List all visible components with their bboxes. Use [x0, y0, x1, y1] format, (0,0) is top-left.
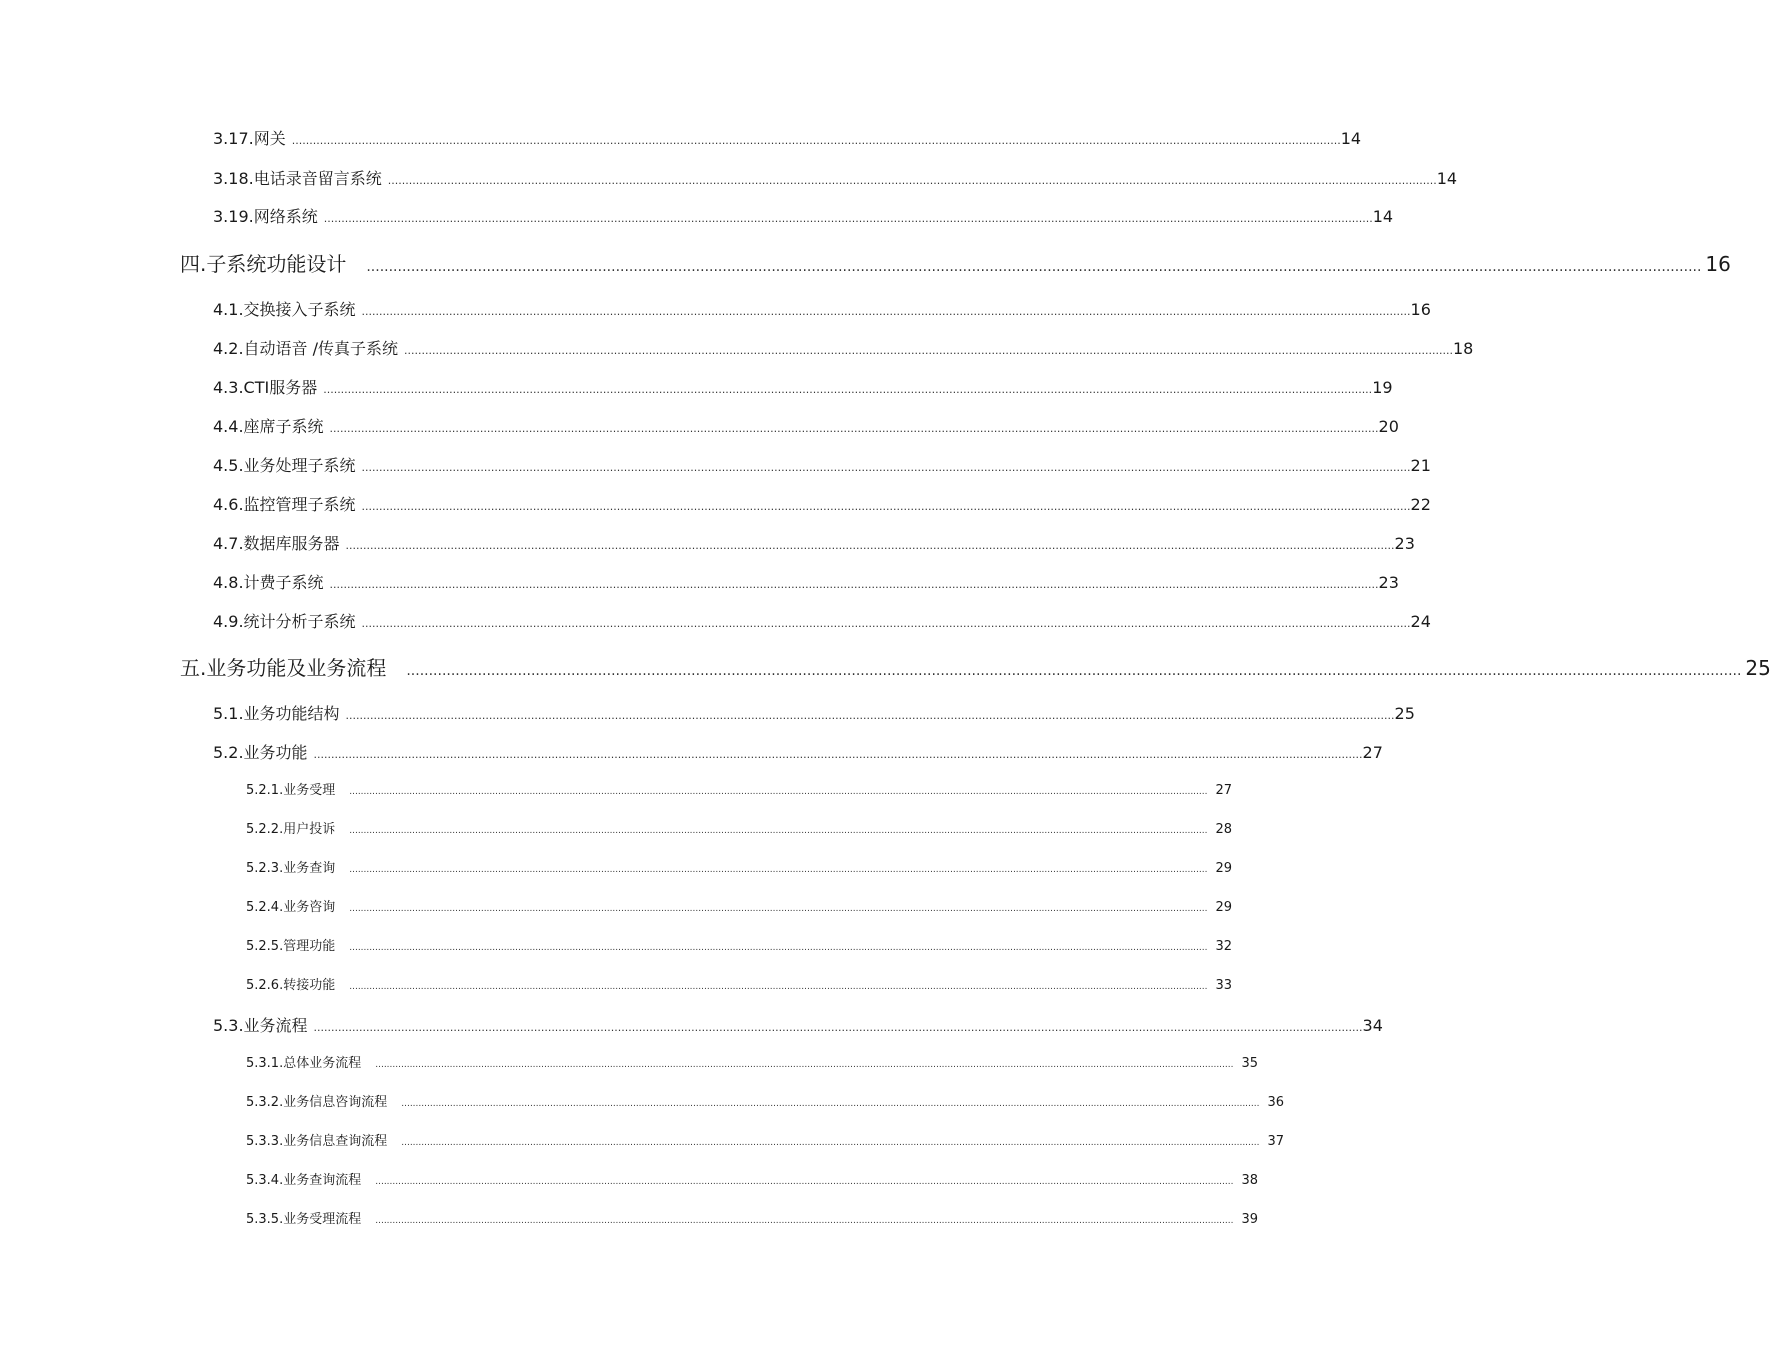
- subsection-number: 5.3.1.: [246, 1056, 284, 1071]
- page-number: 14: [1372, 207, 1394, 226]
- page-number: 28: [1215, 822, 1233, 837]
- section-number: 4.9.: [213, 612, 244, 631]
- subsection-number: 5.3.5.: [246, 1212, 284, 1227]
- dot-leader: ............................................................................................................................................................................................................................................................................................................: [349, 982, 1208, 992]
- page-number: 23: [1378, 573, 1399, 592]
- page-number: 27: [1215, 783, 1233, 798]
- section-number: 4.1.: [213, 300, 244, 319]
- toc-entry-4-3[interactable]: [213, 375, 1393, 398]
- page-number: 21: [1410, 456, 1431, 475]
- dot-leader: ............................................................................................................................................................................................................................................................................................................: [375, 1177, 1234, 1187]
- section-title: 网络系统: [253, 207, 318, 226]
- section-title: 业务处理子系统: [243, 456, 356, 475]
- section-title: 监控管理子系统: [243, 495, 356, 514]
- subsection-number: 5.2.3.: [246, 861, 284, 876]
- toc-entry-5-3-4[interactable]: [246, 1169, 1259, 1188]
- section-number: 4.2.: [213, 339, 244, 358]
- page-number: 14: [1340, 129, 1362, 148]
- chapter-number: 五.: [180, 656, 207, 680]
- page-number: 34: [1362, 1016, 1383, 1035]
- subsection-title: 业务查询流程: [283, 1173, 362, 1188]
- section-number: 5.1.: [213, 704, 244, 723]
- subsection-title: 业务受理: [283, 783, 336, 798]
- section-title: 电话录音留言系统: [253, 169, 382, 188]
- chapter-title: 子系统功能设计: [206, 252, 347, 276]
- page-number: 36: [1267, 1095, 1285, 1110]
- dot-leader: ............................................................................................................................................................................................................................................................................................................: [361, 500, 1411, 513]
- toc-entry-5-2-4[interactable]: [246, 896, 1233, 915]
- toc-entry-4-7[interactable]: [213, 531, 1415, 554]
- dot-leader: ............................................................................................................................................................................................................................................................................................................: [349, 943, 1208, 953]
- subsection-title: 用户投诉: [283, 822, 336, 837]
- toc-entry-5-2-3[interactable]: [246, 857, 1233, 876]
- subsection-title: 业务信息查询流程: [283, 1134, 388, 1149]
- page-number: 32: [1215, 939, 1233, 954]
- toc-entry-3-18[interactable]: [213, 166, 1458, 189]
- subsection-title: 转接功能: [283, 978, 336, 993]
- section-number: 5.2.: [213, 743, 244, 762]
- subsection-number: 5.2.1.: [246, 783, 284, 798]
- section-title: 网关: [253, 129, 286, 148]
- section-title: 交换接入子系统: [243, 300, 356, 319]
- toc-entry-5-3-5[interactable]: [246, 1208, 1259, 1227]
- page-number: 37: [1267, 1134, 1285, 1149]
- toc-entry-4-5[interactable]: [213, 453, 1431, 476]
- dot-leader: ............................................................................................................................................................................................................................................................................................................: [349, 904, 1208, 914]
- dot-leader: ............................................................................................................................................................................................................................................................................................................: [406, 663, 1742, 679]
- section-number: 4.3.: [213, 378, 244, 397]
- dot-leader: ............................................................................................................................................................................................................................................................................................................: [401, 1138, 1260, 1148]
- page-number: 38: [1241, 1173, 1259, 1188]
- toc-entry-5-1[interactable]: [213, 701, 1415, 724]
- dot-leader: ............................................................................................................................................................................................................................................................................................................: [375, 1060, 1234, 1070]
- dot-leader: ............................................................................................................................................................................................................................................................................................................: [349, 787, 1208, 797]
- dot-leader: ............................................................................................................................................................................................................................................................................................................: [401, 1099, 1260, 1109]
- toc-entry-3-17[interactable]: [213, 126, 1362, 149]
- section-title: 业务流程: [243, 1016, 308, 1035]
- section-title: CTI服务器: [243, 378, 318, 397]
- page-number: 25: [1394, 704, 1415, 723]
- chapter-title: 业务功能及业务流程: [206, 656, 387, 680]
- section-number: 4.4.: [213, 417, 244, 436]
- toc-entry-5-3-3[interactable]: [246, 1130, 1285, 1149]
- dot-leader: ............................................................................................................................................................................................................................................................................................................: [323, 383, 1373, 396]
- subsection-title: 总体业务流程: [283, 1056, 362, 1071]
- section-title: 数据库服务器: [243, 534, 340, 553]
- toc-entry-3-19[interactable]: [213, 204, 1394, 227]
- page-number: 19: [1372, 378, 1393, 397]
- subsection-number: 5.2.4.: [246, 900, 284, 915]
- toc-entry-4-6[interactable]: [213, 492, 1431, 515]
- dot-leader: ............................................................................................................................................................................................................................................................................................................: [345, 539, 1395, 552]
- dot-leader: ............................................................................................................................................................................................................................................................................................................: [361, 305, 1411, 318]
- toc-entry-5-2-6[interactable]: [246, 974, 1233, 993]
- page-number: 14: [1436, 169, 1458, 188]
- section-title: 统计分析子系统: [243, 612, 356, 631]
- page-number: 23: [1394, 534, 1415, 553]
- toc-entry-4-9[interactable]: [213, 609, 1431, 632]
- section-number: 3.18.: [213, 169, 254, 188]
- dot-leader: ............................................................................................................................................................................................................................................................................................................: [329, 422, 1379, 435]
- page-number: 27: [1362, 743, 1383, 762]
- section-number: 4.5.: [213, 456, 244, 475]
- section-number: 5.3.: [213, 1016, 244, 1035]
- toc-chapter-5[interactable]: [180, 652, 1771, 681]
- dot-leader: ............................................................................................................................................................................................................................................................................................................: [387, 174, 1437, 187]
- subsection-title: 业务查询: [283, 861, 336, 876]
- subsection-title: 业务受理流程: [283, 1212, 362, 1227]
- chapter-number: 四.: [180, 252, 207, 276]
- subsection-number: 5.2.2.: [246, 822, 284, 837]
- subsection-title: 管理功能: [283, 939, 336, 954]
- subsection-title: 业务信息咨询流程: [283, 1095, 388, 1110]
- dot-leader: ............................................................................................................................................................................................................................................................................................................: [345, 709, 1395, 722]
- toc-entry-4-4[interactable]: [213, 414, 1399, 437]
- toc-entry-5-2-5[interactable]: [246, 935, 1233, 954]
- section-title: 业务功能结构: [243, 704, 340, 723]
- section-number: 4.7.: [213, 534, 244, 553]
- dot-leader: ............................................................................................................................................................................................................................................................................................................: [313, 748, 1363, 761]
- subsection-number: 5.2.5.: [246, 939, 284, 954]
- subsection-number: 5.2.6.: [246, 978, 284, 993]
- page-number: 18: [1453, 339, 1474, 358]
- page-number: 29: [1215, 861, 1233, 876]
- page-number: 25: [1745, 656, 1771, 680]
- toc-entry-4-2[interactable]: [213, 336, 1474, 359]
- toc-entry-5-3-2[interactable]: [246, 1091, 1285, 1110]
- page-number: 35: [1241, 1056, 1259, 1071]
- section-title: 座席子系统: [243, 417, 324, 436]
- toc-entry-4-1[interactable]: [213, 297, 1431, 320]
- dot-leader: ............................................................................................................................................................................................................................................................................................................: [361, 461, 1411, 474]
- dot-leader: ............................................................................................................................................................................................................................................................................................................: [404, 344, 1453, 357]
- toc-entry-5-2-2[interactable]: [246, 818, 1233, 837]
- page-number: 33: [1215, 978, 1233, 993]
- subsection-number: 5.3.3.: [246, 1134, 284, 1149]
- toc-entry-4-8[interactable]: [213, 570, 1399, 593]
- page-number: 22: [1410, 495, 1431, 514]
- page-number: 20: [1378, 417, 1399, 436]
- section-title: 计费子系统: [243, 573, 324, 592]
- page-number: 29: [1215, 900, 1233, 915]
- section-number: 3.17.: [213, 129, 254, 148]
- dot-leader: ............................................................................................................................................................................................................................................................................................................: [313, 1021, 1363, 1034]
- toc-entry-5-3-1[interactable]: [246, 1052, 1259, 1071]
- dot-leader: ............................................................................................................................................................................................................................................................................................................: [323, 212, 1373, 225]
- subsection-number: 5.3.4.: [246, 1173, 284, 1188]
- toc-entry-5-2-1[interactable]: [246, 779, 1233, 798]
- toc-entry-5-3[interactable]: [213, 1013, 1383, 1036]
- page-number: 16: [1705, 252, 1731, 276]
- page-number: 39: [1241, 1212, 1259, 1227]
- dot-leader: ............................................................................................................................................................................................................................................................................................................: [375, 1216, 1234, 1226]
- dot-leader: ............................................................................................................................................................................................................................................................................................................: [349, 826, 1208, 836]
- section-title: 业务功能: [243, 743, 308, 762]
- subsection-number: 5.3.2.: [246, 1095, 284, 1110]
- subsection-title: 业务咨询: [283, 900, 336, 915]
- page-number: 16: [1410, 300, 1431, 319]
- dot-leader: ............................................................................................................................................................................................................................................................................................................: [291, 134, 1341, 147]
- section-number: 3.19.: [213, 207, 254, 226]
- dot-leader: ............................................................................................................................................................................................................................................................................................................: [366, 259, 1702, 275]
- dot-leader: ............................................................................................................................................................................................................................................................................................................: [349, 865, 1208, 875]
- dot-leader: ............................................................................................................................................................................................................................................................................................................: [361, 617, 1411, 630]
- section-title: 自动语音 /传真子系统: [243, 339, 399, 358]
- page-number: 24: [1410, 612, 1431, 631]
- toc-entry-5-2[interactable]: [213, 740, 1383, 763]
- section-number: 4.8.: [213, 573, 244, 592]
- dot-leader: ............................................................................................................................................................................................................................................................................................................: [329, 578, 1379, 591]
- section-number: 4.6.: [213, 495, 244, 514]
- toc-chapter-4[interactable]: [180, 248, 1731, 277]
